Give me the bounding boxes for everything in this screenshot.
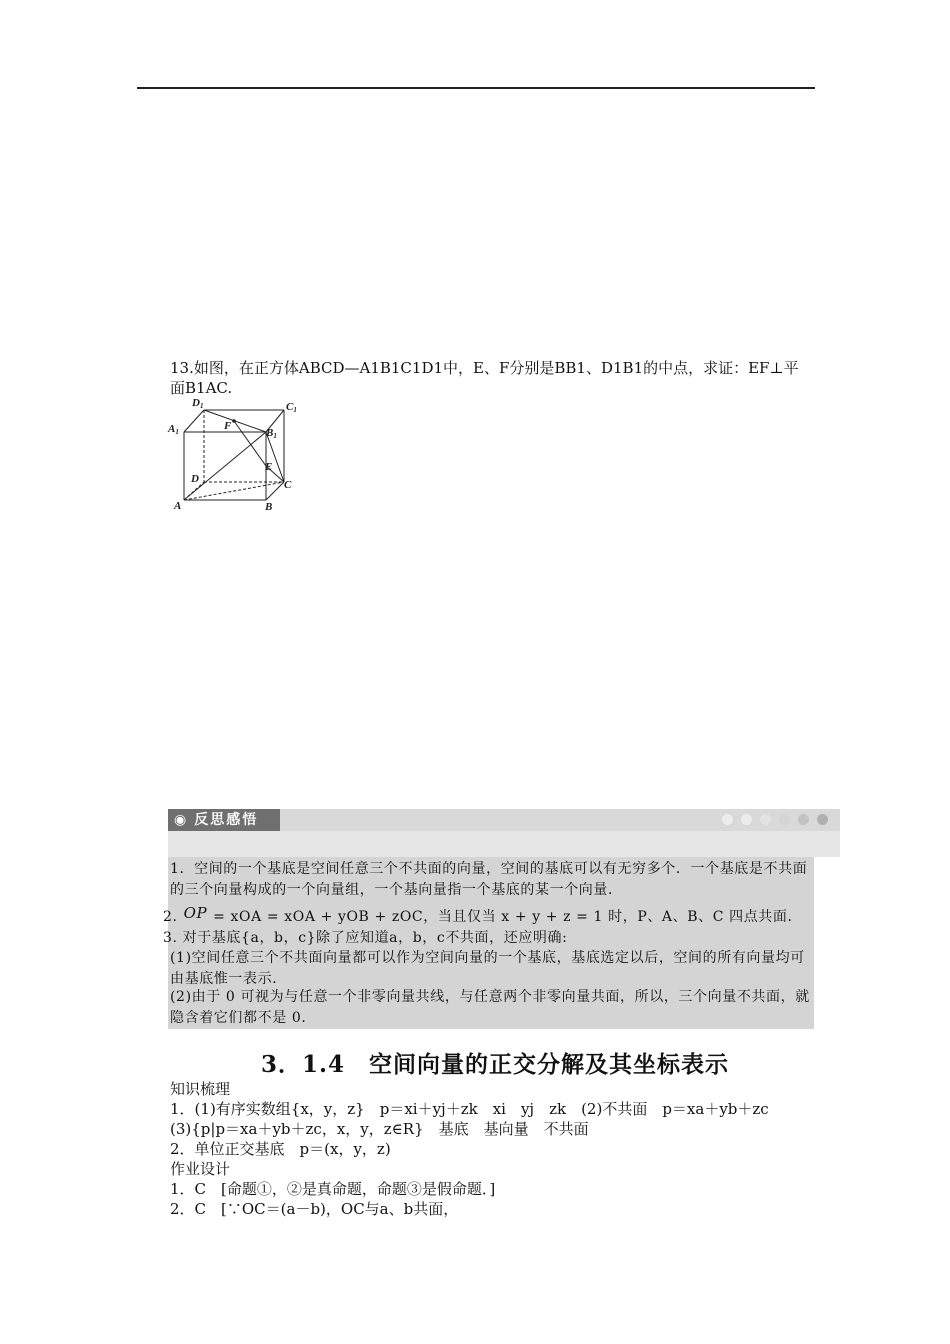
reflection-header: ◉ 反思感悟 xyxy=(168,809,280,831)
dot-icon xyxy=(779,814,790,825)
dot-icon xyxy=(798,814,809,825)
problem-13-line2: 面B1AC. xyxy=(170,379,233,397)
label-e: E xyxy=(265,461,273,473)
dot-icon xyxy=(817,814,828,825)
reflection-item-2: 2. OP = xOA = xOA + yOB + zOC，当且仅当 x + y + z = 1 时，P、A、B、C 四点共面． xyxy=(163,904,803,925)
label-b: B xyxy=(265,501,273,513)
homework-item-2: 2．C [∵OC＝(a－b)，OC与a、b共面， xyxy=(170,1200,459,1218)
label-f: F xyxy=(224,420,232,432)
section-title: 3．1.4 空间向量的正交分解及其坐标表示 xyxy=(260,1051,730,1078)
target-circle-icon: ◉ xyxy=(174,812,189,828)
reflection-spacer xyxy=(168,831,840,857)
segment-ab1 xyxy=(184,432,266,500)
label-d: D xyxy=(191,473,199,485)
problem-13 xyxy=(170,358,820,398)
knowledge-item-1: 1．(1)有序实数组{x，y，z} p＝xi＋yj＋zk xi yj zk (2)不共面 p＝xa＋yb＋zc xyxy=(170,1100,769,1118)
label-a1: A1 xyxy=(168,423,179,436)
dot-icon xyxy=(741,814,752,825)
reflection-item-3-1: (1)空间任意三个不共面向量都可以作为空间向量的一个基底，基底选定以后，空间的所有向量均可由基底惟一表示． xyxy=(170,950,805,987)
knowledge-item-3: 2．单位正交基底 p＝(x，y，z) xyxy=(170,1140,391,1158)
label-a: A xyxy=(174,500,182,512)
knowledge-item-2: (3){p|p＝xa＋yb＋zc，x，y，z∈R} 基底 基向量 不共面 xyxy=(170,1120,589,1138)
edge-a1d1 xyxy=(184,410,204,432)
banner-dots xyxy=(722,814,828,825)
homework-heading: 作业设计 xyxy=(170,1160,231,1178)
segment-fe xyxy=(234,421,266,466)
reflection-item-1: 1．空间的一个基底是空间任意三个不共面的向量，空间的基底可以有无穷多个．一个基底是不共面的三个向量构成的一个向量组，一个基向量指一个基底的某一个向量． xyxy=(170,861,808,898)
reflection-banner xyxy=(168,809,840,831)
cube-diagram xyxy=(166,396,306,516)
reflection-item-3-2: (2)由于 0 可视为与任意一个非零向量共线，与任意两个非零向量共面，所以，三个向量不共面，就隐含着它们都不是 0. xyxy=(170,989,810,1026)
point-f xyxy=(232,419,236,423)
dot-icon xyxy=(722,814,733,825)
reflection-item-3: 3. 对于基底{a，b，c}除了应知道a，b，c不共面，还应明确: xyxy=(163,930,568,946)
vector-op: OP xyxy=(183,904,208,922)
knowledge-heading: 知识梳理 xyxy=(170,1080,231,1098)
label-b1: B1 xyxy=(266,427,277,440)
label-d1: D1 xyxy=(192,397,204,410)
top-rule xyxy=(137,87,815,89)
cube-figure xyxy=(166,396,306,516)
homework-item-1: 1．C [命题①，②是真命题，命题③是假命题．] xyxy=(170,1180,496,1198)
problem-13-line1: 13.如图，在正方体ABCD—A1B1C1D1中，E、F分别是BB1、D1B1的中点，求证：EF⊥平 xyxy=(170,359,799,377)
dot-icon xyxy=(760,814,771,825)
label-c: C xyxy=(284,479,292,491)
label-c1: C1 xyxy=(286,401,297,414)
